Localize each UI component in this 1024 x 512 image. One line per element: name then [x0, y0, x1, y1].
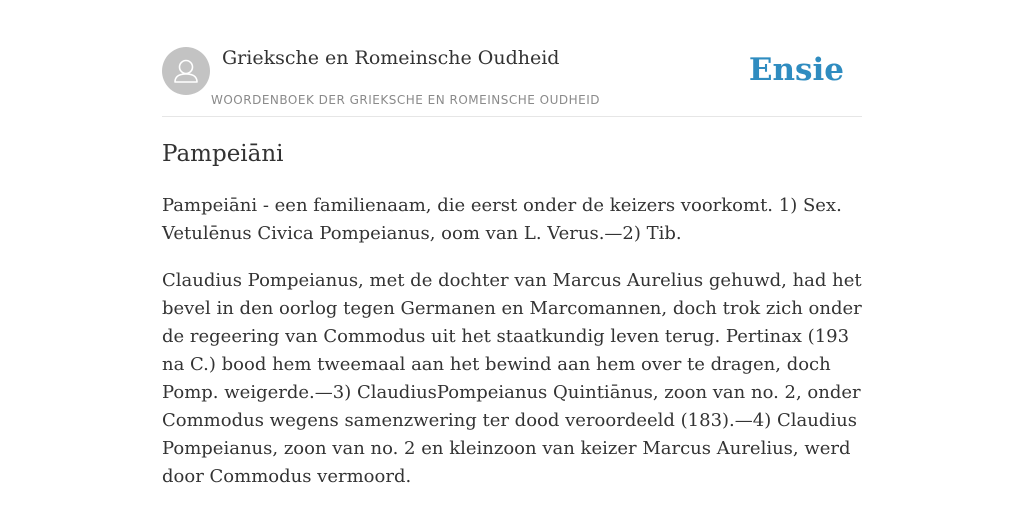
ensie-logo[interactable]: Ensie — [748, 52, 844, 88]
dictionary-subtitle: WOORDENBOEK DER GRIEKSCHE EN ROMEINSCHE OUDHEID — [211, 93, 601, 107]
dictionary-avatar[interactable] — [162, 47, 210, 95]
dictionary-header — [162, 46, 862, 117]
entry-title: Pampeiāni — [162, 141, 284, 167]
entry-paragraph: Claudius Pompeianus, met de dochter van Marcus Aurelius gehuwd, had het bevel in den oorlog tegen Germanen en Marcomannen, doch trok zich onder de regeering van Commodus uit het staatkundig leven terug. Pertinax (193 na C.) bood hem tweemaal aan het bewind aan hem over te dragen, doch Pomp. weigerde.—3) ClaudiusPompeianus Quintiānus, zoon van no. 2, onder Commodus wegens samenzwering ter dood veroordeeld (183).—4) Claudius Pompeianus, zoon van no. 2 en kleinzoon van keizer Marcus Aurelius, werd door Commodus vermoord. — [162, 270, 862, 487]
entry-paragraph: Pampeiāni - een familienaam, die eerst onder de keizers voorkomt. 1) Sex. Vetulēnus Civica Pompeianus, oom van L. Verus.—2) Tib. — [162, 195, 842, 244]
user-avatar-icon — [162, 47, 210, 95]
dictionary-title[interactable]: Grieksche en Romeinsche Oudheid — [222, 47, 560, 69]
entry-content — [162, 192, 862, 510]
